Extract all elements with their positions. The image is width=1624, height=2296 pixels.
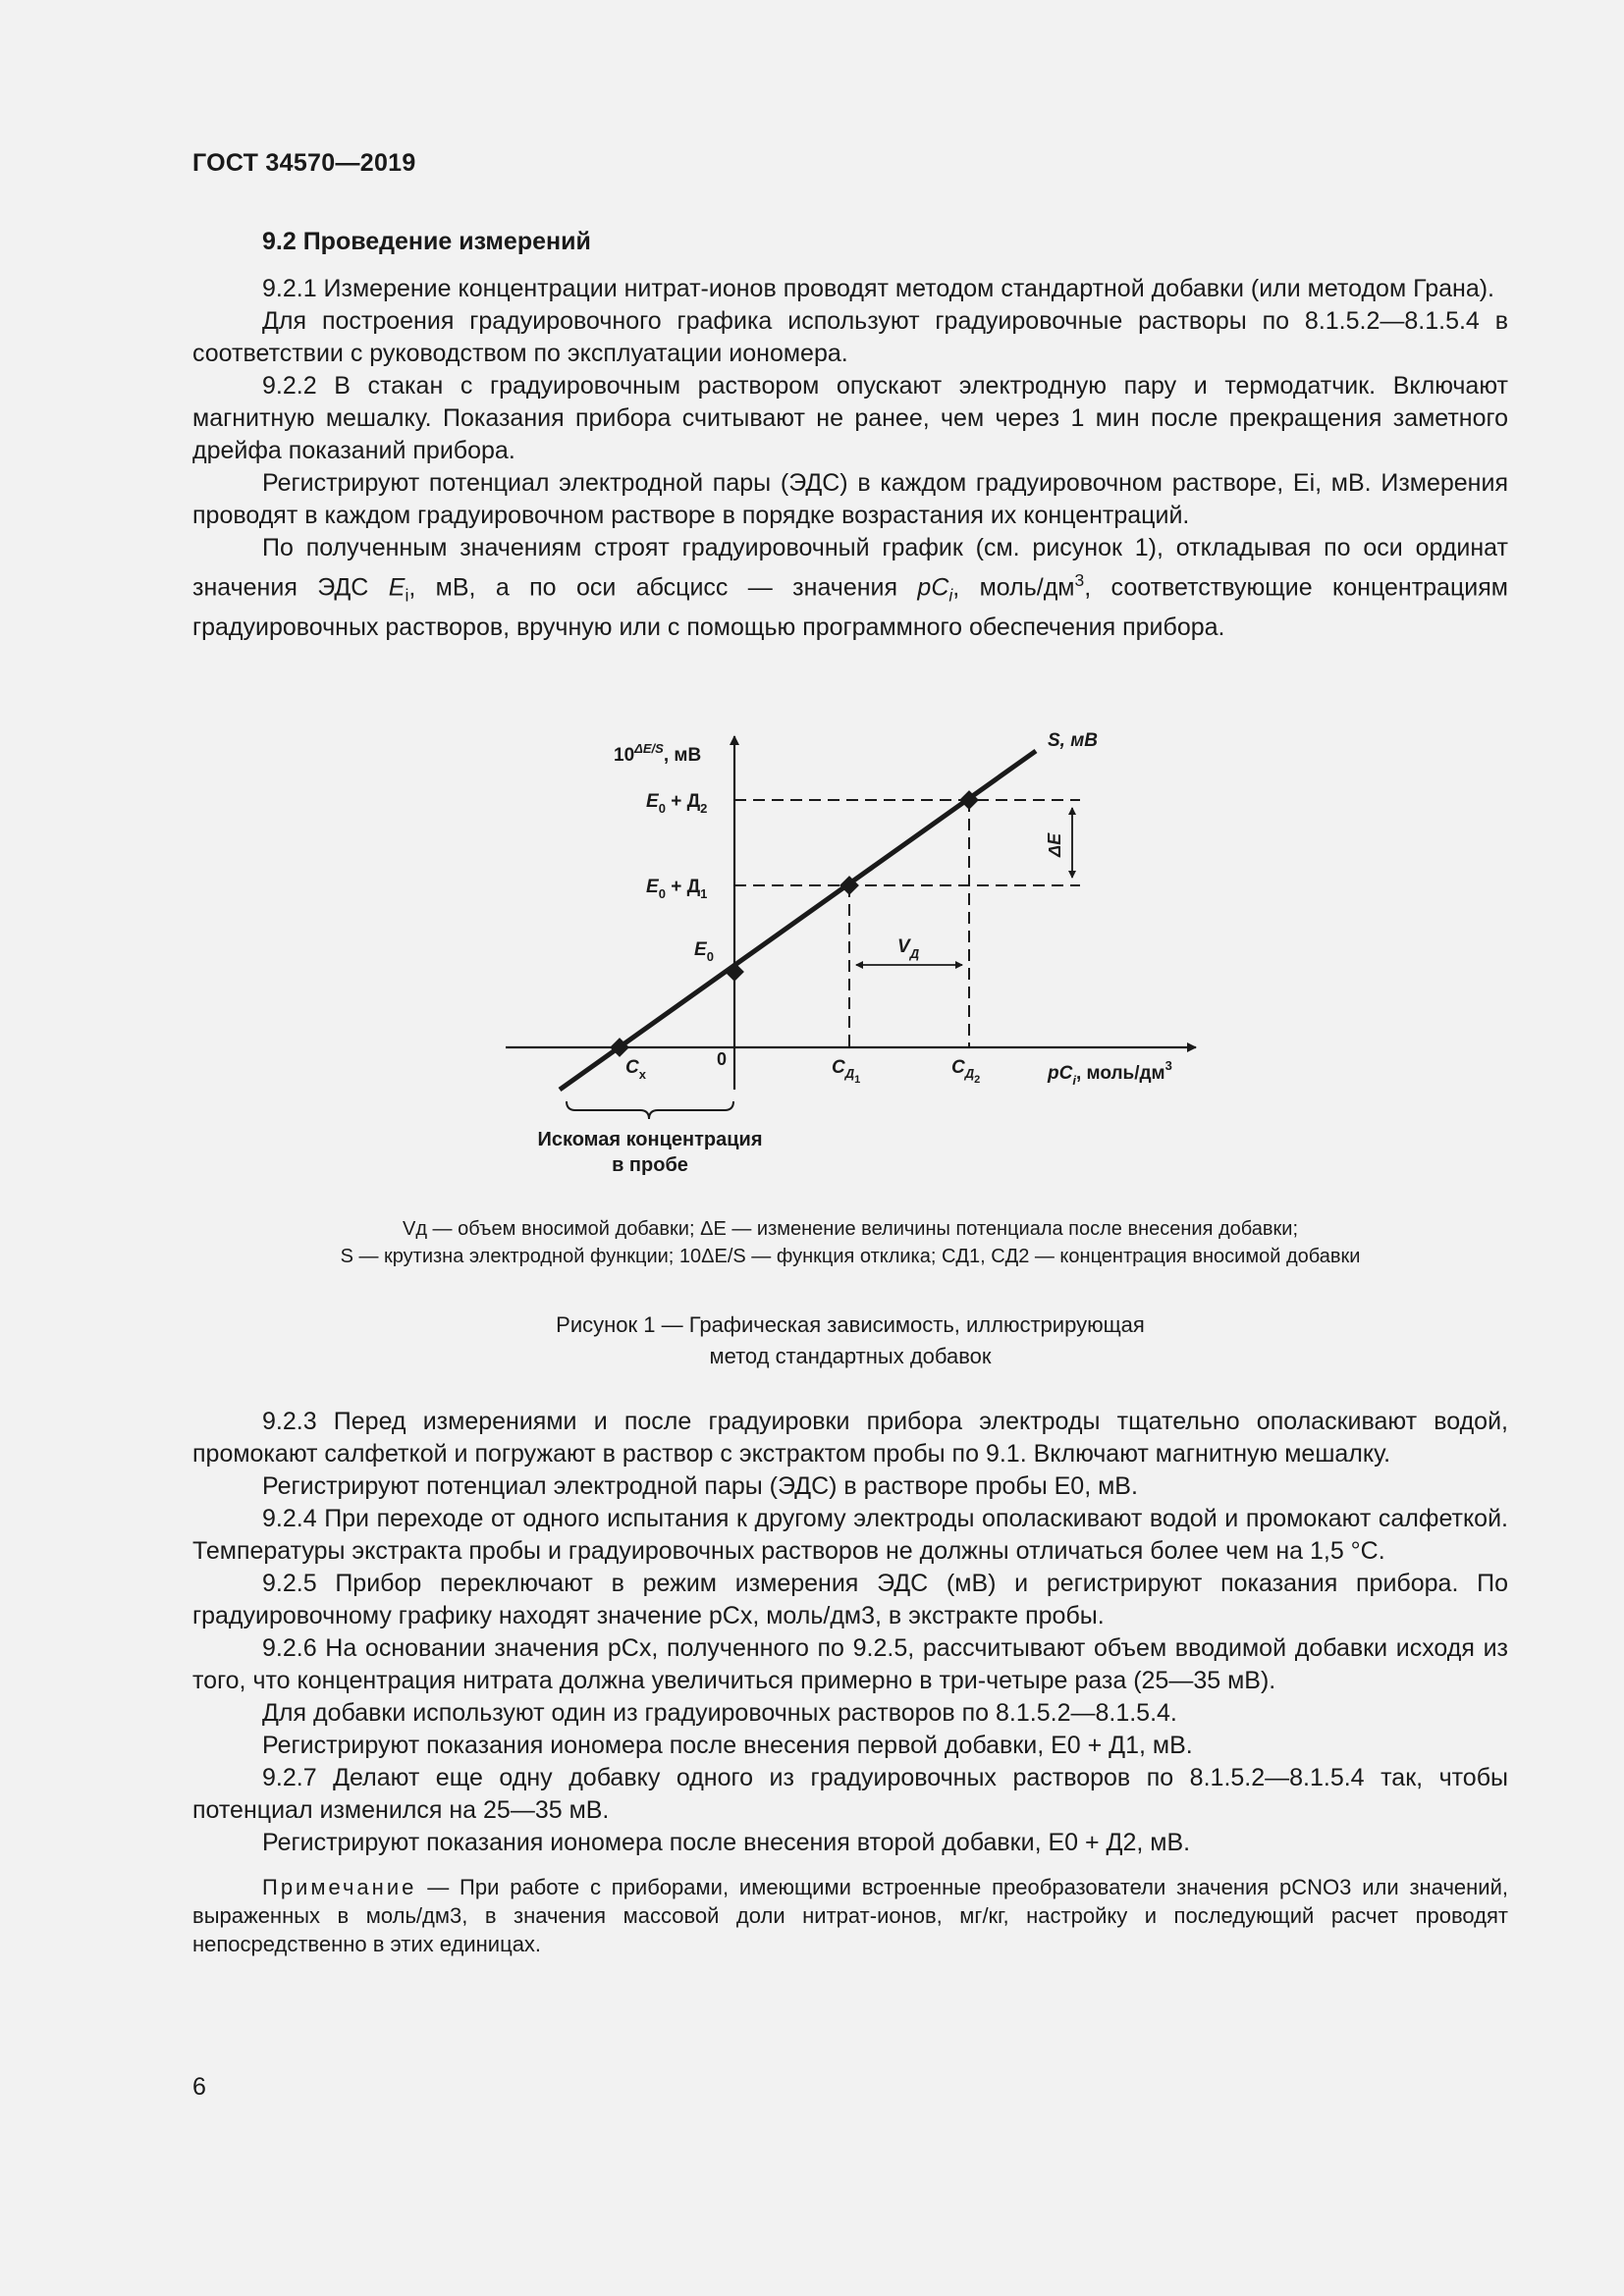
point-e0 [725, 962, 744, 982]
paragraph: Регистрируют потенциал электродной пары (ЭДС) в растворе пробы E0, мВ. [262, 1472, 1138, 1500]
text-block-top [192, 273, 1508, 644]
paragraph: Для добавки используют один из градуировочных растворов по 8.1.5.2—8.1.5.4. [262, 1699, 1177, 1727]
section-title: 9.2 Проведение измерений [262, 228, 591, 255]
paragraph: По полученным значениям строят градуировочный график (см. рисунок 1), откладывая по оси ординат значения ЭДС $E_i$, мВ, а по оси абсцисс — значения $pC_i$, моль/$дм^3$, соответствующие концентрациям градуировочных растворов, вручную или с помощью программного обеспечения прибора. [192, 534, 1508, 642]
paragraph: Регистрируют показания иономера после внесения первой добавки, E0 + Д1, мВ. [262, 1732, 1193, 1759]
paragraph: 9.2.7 Делают еще одну добавку одного из градуировочных растворов по 8.1.5.2—8.1.5.4 так, чтобы потенциал изменился на 25—35 мВ. [192, 1764, 1508, 1824]
label-delta-e: ΔE [1045, 832, 1064, 857]
label-cd1: $C_{Д1}$ [832, 1057, 861, 1086]
paragraph: 9.2.5 Прибор переключают в режим измерения ЭДС (мВ) и регистрируют показания прибора. По градуировочному графику находят значение pCx, моль/дм3, в экстракте пробы. [192, 1570, 1508, 1629]
note [192, 1873, 1508, 1958]
figure-legend [192, 1215, 1508, 1270]
paragraph: 9.2.4 При переходе от одного испытания к другому электроды ополаскивают водой и промокают салфеткой. Температуры экстракта пробы и градуировочных растворов не должны отличаться более чем на 1,5 °С. [192, 1505, 1508, 1565]
label-e0-d1: $E_0 + Д_1$ [646, 877, 708, 901]
brace-label: в пробе [612, 1154, 688, 1176]
caption-line: метод стандартных добавок [709, 1344, 992, 1368]
caption-line: Рисунок 1 — Графическая зависимость, иллюстрирующая [556, 1312, 1145, 1337]
line-label: S, мВ [1048, 730, 1099, 751]
paragraph: Регистрируют показания иономера после внесения второй добавки, E0 + Д2, мВ. [262, 1829, 1191, 1856]
paragraph: 9.2.3 Перед измерениями и после градуировки прибора электроды тщательно ополаскивают водой, промокают салфеткой и погружают в раствор с экстрактом пробы по 9.1. Включают магнитную мешалку. [192, 1408, 1508, 1468]
text-block-bottom [192, 1406, 1508, 1958]
page-number: 6 [192, 2073, 206, 2101]
label-e0-d2: $E_0 + Д_2$ [646, 791, 708, 816]
label-e0: $E_0$ [694, 939, 714, 964]
legend-line: Vд — объем вносимой добавки; ΔE — изменение величины потенциала после внесения добавки; [402, 1218, 1299, 1240]
paragraph: 9.2.6 На основании значения pCx, полученного по 9.2.5, рассчитывают объем вводимой добавки исходя из того, что концентрация нитрата должна увеличиться примерно в три-четыре раза (25—35 мВ). [192, 1634, 1508, 1694]
y-axis-label: $10^{\Delta E/S}$, мВ [614, 741, 702, 766]
paragraph: Для построения градуировочного графика используют градуировочные растворы по 8.1.5.2—8.1.5.4 в соответствии с руководством по эксплуатации иономера. [192, 307, 1508, 367]
label-vd: $V_Д$ [897, 936, 920, 961]
figure-chart [491, 702, 1237, 1193]
label-zero: 0 [717, 1049, 728, 1069]
x-axis-label: $pC_i$, моль/$дм^3$ [1048, 1058, 1172, 1088]
label-cd2: $C_{Д2}$ [951, 1057, 981, 1086]
paragraph: 9.2.2 В стакан с градуировочным раствором опускают электродную пару и термодатчик. Включают магнитную мешалку. Показания прибора считывают не ранее, чем через 1 мин после прекращения заметного дрейфа показаний прибора. [192, 372, 1508, 464]
note-text: — При работе с приборами, имеющими встроенные преобразователи значения pCNO3 или значений, выраженных в моль/дм3, в значения массовой доли нитрат-ионов, мг/кг, настройку и последующий расчет проводят непосредственно в этих единицах. [192, 1875, 1508, 1956]
note-label: Примечание [262, 1875, 417, 1899]
brace-label: Искомая концентрация [537, 1129, 763, 1150]
document-header: ГОСТ 34570—2019 [192, 149, 416, 177]
label-cx: $C_x$ [625, 1057, 646, 1082]
paragraph: Регистрируют потенциал электродной пары (ЭДС) в каждом градуировочном растворе, Ei, мВ. Измерения проводят в каждом градуировочном растворе в порядке возрастания их концентраций. [192, 469, 1508, 529]
paragraph: 9.2.1 Измерение концентрации нитрат-ионов проводят методом стандартной добавки (или методом Грана). [262, 275, 1495, 302]
legend-line: S — крутизна электродной функции; 10ΔE/S — функция отклика; CД1, CД2 — концентрация вносимой добавки [340, 1246, 1361, 1267]
brace [567, 1101, 733, 1119]
figure-caption [192, 1309, 1508, 1372]
